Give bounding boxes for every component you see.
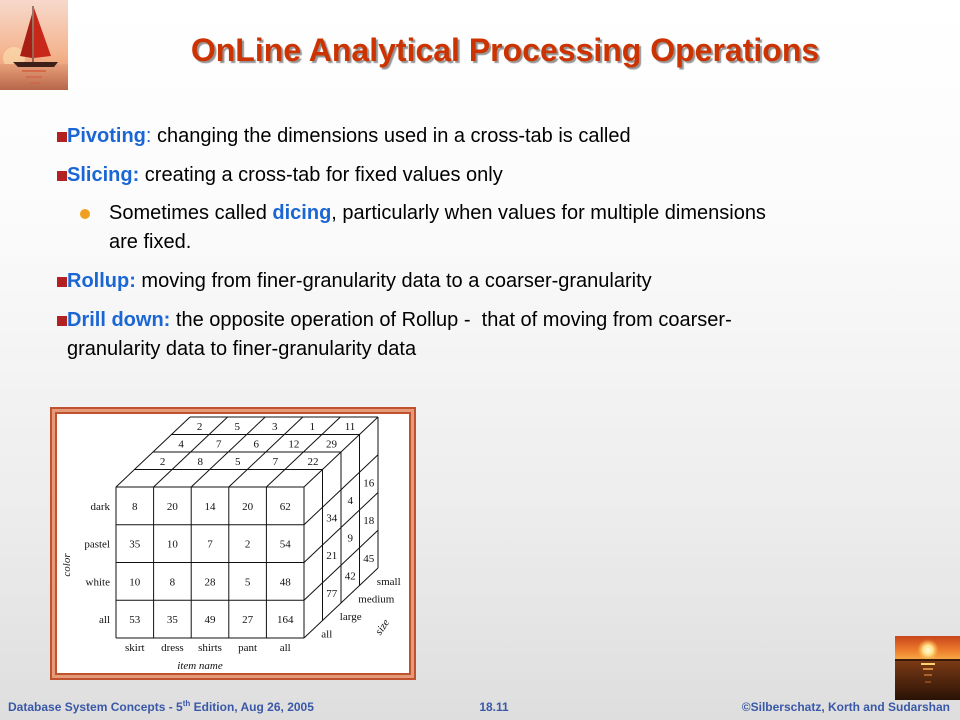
bullet-pivoting	[67, 122, 631, 151]
cube-top-value: 2	[159, 455, 166, 468]
size-value-label: all	[321, 628, 333, 641]
cube-front-value: 28	[204, 576, 216, 589]
bullet-marker	[57, 277, 67, 287]
item-name-label: shirts	[198, 642, 222, 654]
color-value-label: dark	[90, 500, 110, 513]
sub-bullet-dicing	[109, 199, 766, 228]
cube-top-value: 5	[235, 455, 241, 468]
item-name-label: dress	[161, 642, 184, 654]
cube-top-value: 8	[197, 455, 203, 468]
footer-page-number: 18.11	[479, 700, 509, 714]
cube-front-value: 27	[242, 614, 254, 627]
cube-top-value: 2	[196, 420, 203, 433]
cube-front-value: 164	[276, 614, 294, 627]
cube-top-value: 5	[234, 420, 240, 433]
cube-front-value: 48	[279, 576, 291, 589]
color-value-label: white	[85, 576, 110, 589]
sub-bullet-text: , particularly when values for multiple dimensions	[331, 202, 766, 224]
cube-top-value: 4	[178, 438, 184, 451]
data-cube-diagram	[50, 407, 416, 680]
cube-front-value: 35	[166, 614, 178, 627]
bullet-drill-down	[67, 306, 732, 335]
footer-superscript: th	[182, 699, 191, 708]
cube-front-value: 7	[207, 538, 213, 551]
axis-label-color: color	[61, 553, 73, 577]
item-name-label: all	[279, 642, 291, 654]
bullet-marker	[57, 316, 67, 326]
cube-front-value: 8	[132, 500, 138, 513]
cube-top-value: 3	[272, 420, 278, 433]
item-name-label: pant	[238, 642, 258, 654]
bullet-term: Drill down:	[67, 309, 171, 331]
cube-side-value: 34	[326, 512, 338, 525]
sub-bullet-text: Sometimes called	[109, 202, 273, 224]
sunset-image	[895, 636, 960, 700]
footer-book-title-text: Database System Concepts - 5	[8, 700, 183, 714]
bullet-text: moving from finer-granularity data to a coarser-granularity	[135, 270, 652, 292]
cube-side-value: 16	[363, 477, 375, 490]
color-value-label: all	[99, 614, 110, 627]
cube-top-value: 1	[309, 420, 316, 433]
sub-bullet-marker	[80, 209, 90, 219]
bullet-rollup	[67, 267, 652, 296]
cube-top-value: 6	[253, 438, 260, 451]
cube-front-value: 62	[279, 500, 291, 513]
bullet-text: creating a cross-tab for fixed values only	[139, 164, 503, 186]
cube-front-value: 53	[129, 614, 141, 627]
bullet-text: changing the dimensions used in a cross-tab is called	[151, 125, 631, 147]
size-value-label: large	[339, 610, 362, 623]
bullet-continuation: granularity data to finer-granularity data	[67, 338, 417, 360]
cube-front-value: 14	[204, 500, 216, 513]
cube-top-value: 29	[326, 438, 337, 451]
cube-front-value: 8	[169, 576, 176, 589]
cube-side-value: 4	[347, 494, 354, 507]
sub-bullet-term: dicing	[272, 202, 332, 224]
cube-top-value: 22	[307, 455, 319, 468]
cube-top-value: 11	[344, 420, 356, 433]
cube-side-value: 9	[347, 532, 354, 545]
bullet-term-punctuation: :	[145, 125, 152, 147]
cube-side-value: 45	[363, 552, 375, 565]
footer-book-title	[8, 699, 314, 715]
cube-top-value: 12	[288, 438, 300, 451]
axis-label-item-name: item name	[177, 660, 223, 672]
cube-side-value: 18	[363, 515, 375, 528]
cube-side-value: 42	[344, 570, 356, 583]
bullet-term: Slicing:	[67, 164, 140, 186]
cube-side-value: 21	[326, 550, 338, 563]
size-value-label: small	[376, 575, 401, 588]
cube-front-value: 20	[166, 500, 178, 513]
bullet-text: the opposite operation of Rollup - that of moving from coarser-	[170, 309, 732, 331]
footer-copyright: ©Silberschatz, Korth and Sudarshan	[741, 700, 950, 714]
cube-front-value: 20	[242, 500, 254, 513]
color-value-label: pastel	[84, 538, 110, 551]
bullet-term: Pivoting	[67, 125, 146, 147]
item-name-label: skirt	[125, 642, 145, 654]
cube-front-value: 35	[129, 538, 141, 551]
axis-label-size: size	[372, 617, 393, 638]
cube-front-value: 54	[279, 538, 291, 551]
bullet-marker	[57, 132, 67, 142]
cube-front-value: 10	[129, 576, 141, 589]
sailboat-image	[0, 0, 68, 90]
cube-front-value: 5	[244, 576, 251, 589]
cube-front-value: 10	[166, 538, 178, 551]
cube-front-value: 49	[204, 614, 216, 627]
footer-edition-text: Edition, Aug 26, 2005	[190, 700, 314, 714]
slide-title: OnLine Analytical Processing Operations	[190, 32, 820, 68]
cube-front-value: 2	[244, 538, 251, 551]
cube-side-value: 77	[326, 587, 338, 600]
bullet-slicing	[67, 161, 503, 190]
sub-bullet-continuation: are fixed.	[109, 231, 192, 253]
cube-top-value: 7	[215, 438, 222, 451]
cube-top-value: 7	[272, 455, 279, 468]
bullet-term: Rollup:	[67, 270, 136, 292]
size-value-label: medium	[358, 593, 395, 606]
bullet-marker	[57, 171, 67, 181]
